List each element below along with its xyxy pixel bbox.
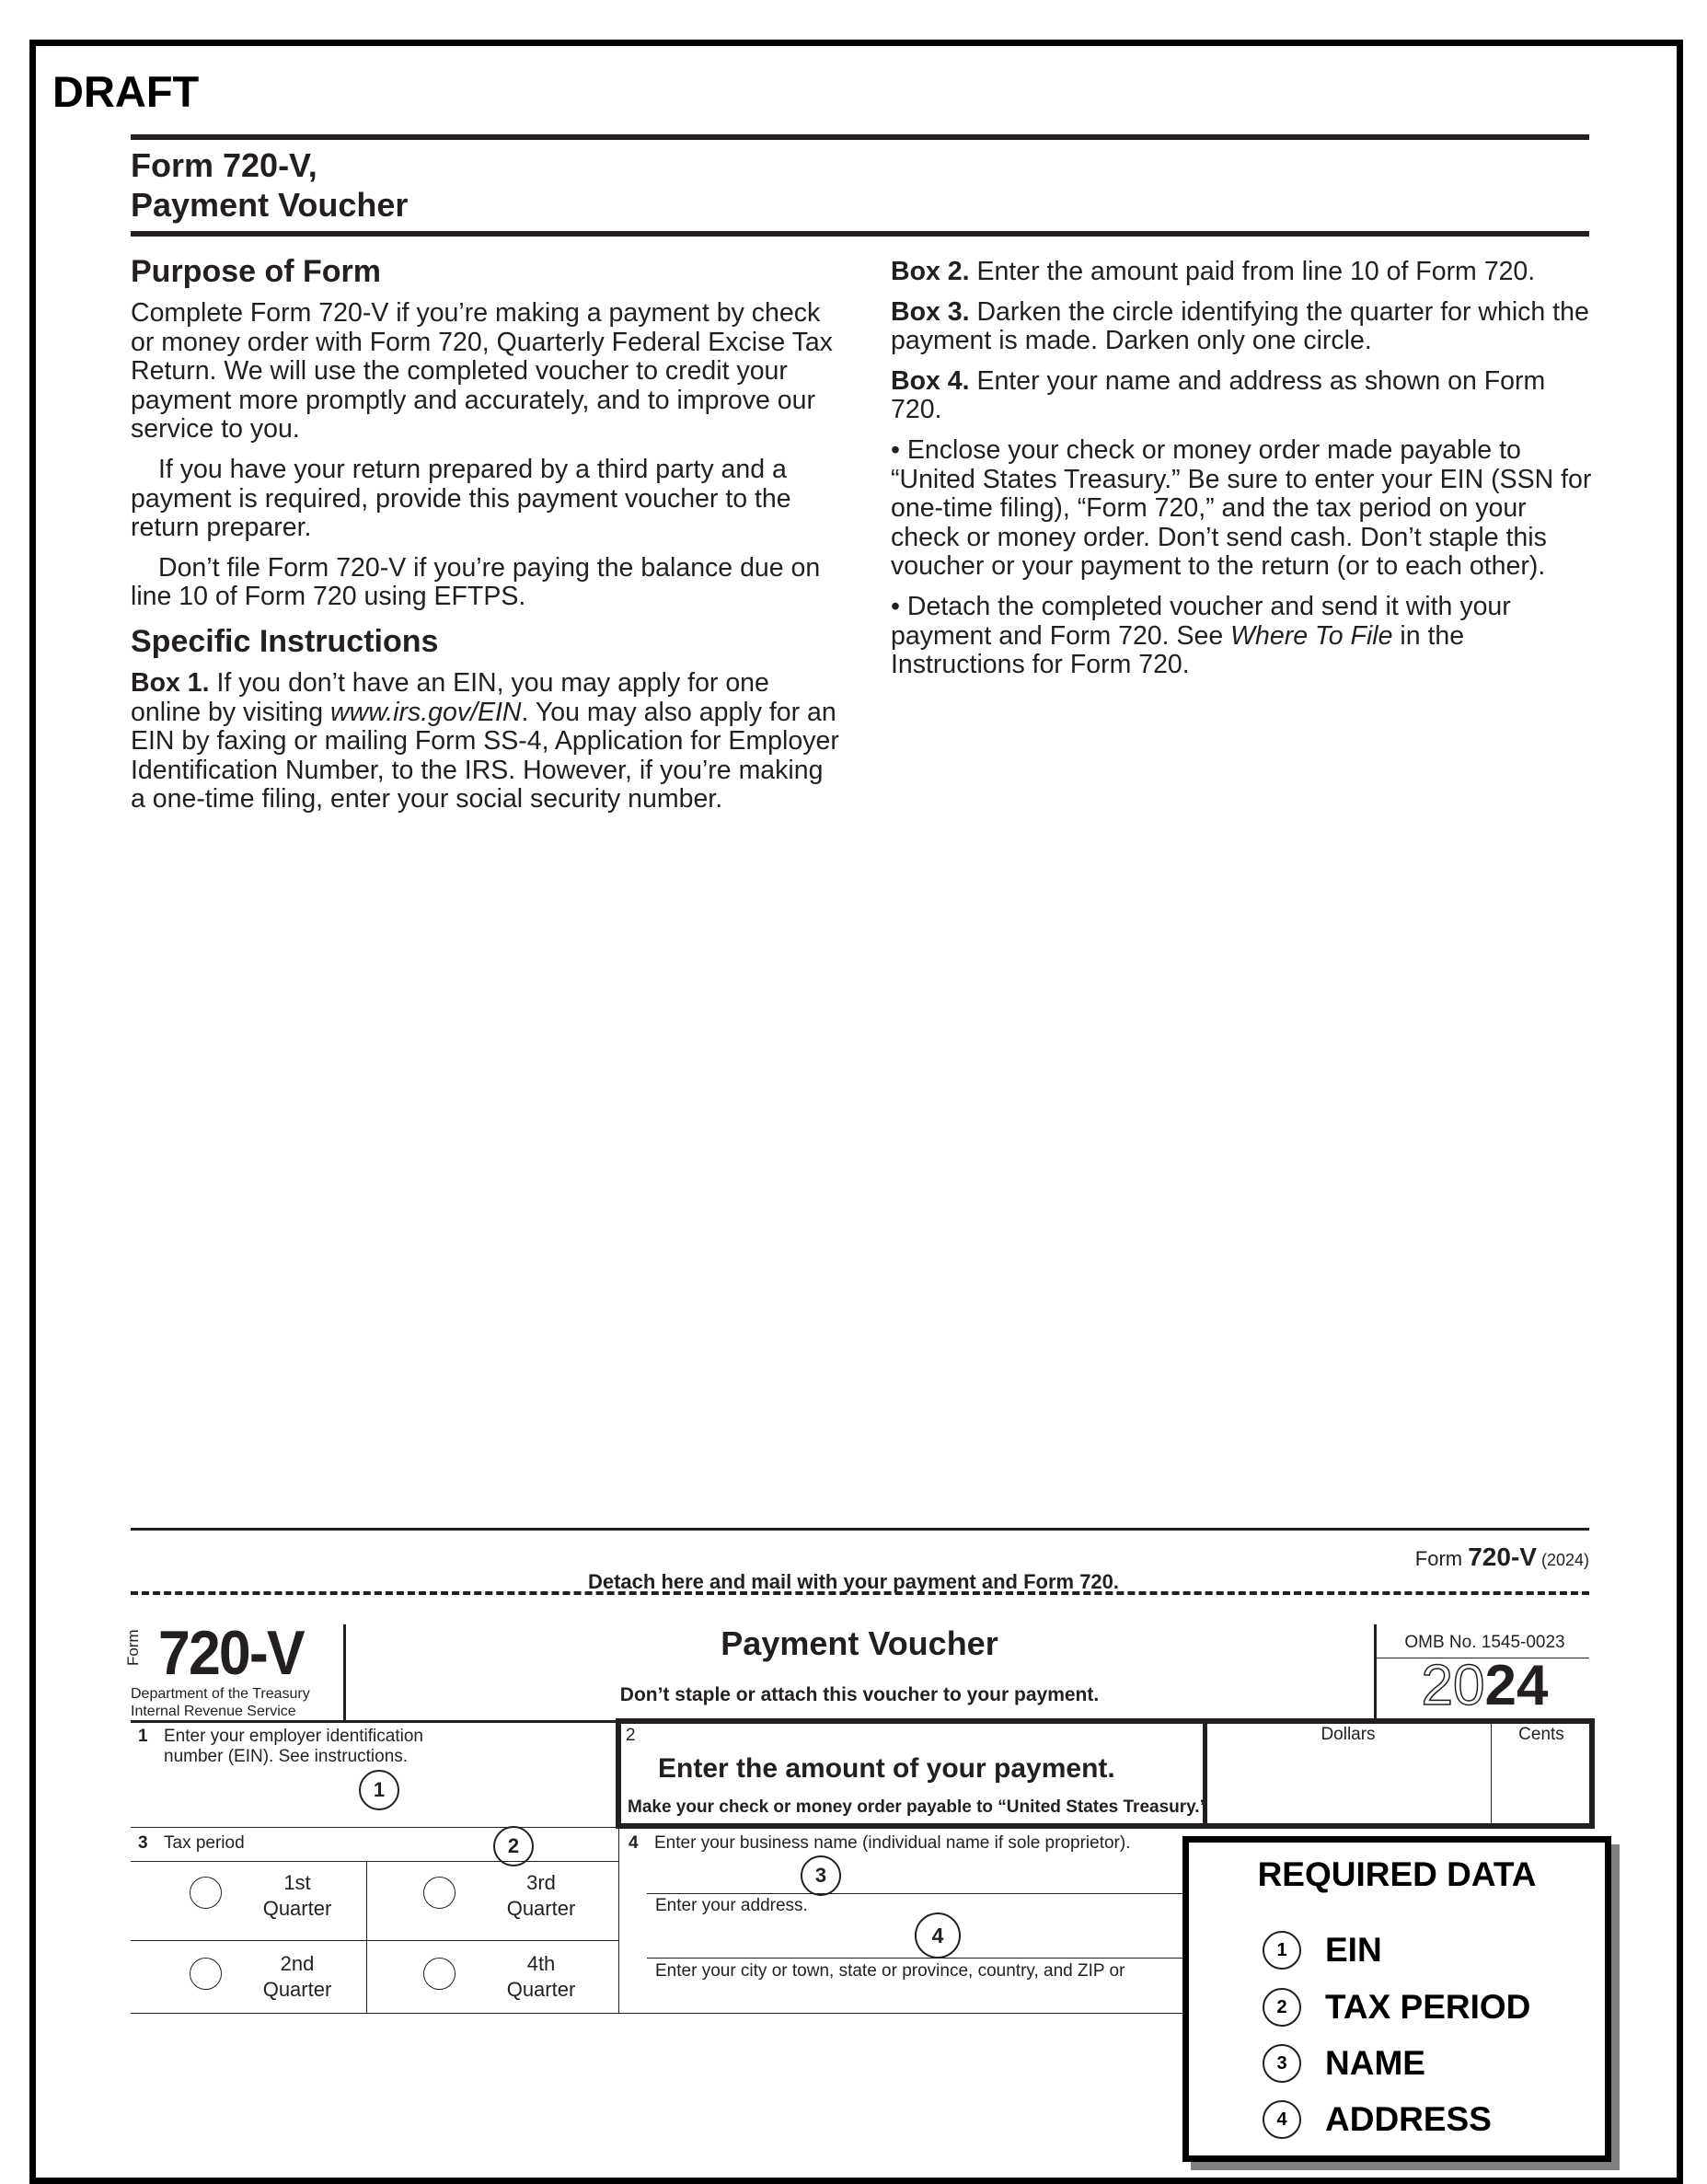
- quarter-4-radio[interactable]: [423, 1958, 456, 1990]
- quarter-3-ordinal: 3rd: [526, 1871, 556, 1894]
- where-to-file-ref: Where To File: [1230, 620, 1393, 651]
- tax-year: [1380, 1654, 1589, 1717]
- box1-instructions: [131, 669, 839, 815]
- field4-bottom-rule: [618, 2013, 1189, 2014]
- quarter-grid-bottom-rule: [131, 2013, 618, 2014]
- field2-number: 2: [626, 1726, 636, 1745]
- required-item-label: ADDRESS: [1325, 2100, 1492, 2138]
- header-bottom-rule: [131, 231, 1589, 237]
- required-item-label: EIN: [1325, 1931, 1382, 1969]
- bullet2-text-b: in the Instructions for Form 720.: [891, 620, 1465, 680]
- required-item-name: [1263, 2044, 1425, 2083]
- dept-line-2: Internal Revenue Service: [131, 1704, 296, 1719]
- box1-label: Box 1.: [131, 667, 210, 698]
- logo-form-number: 720-V: [158, 1618, 304, 1688]
- field3-right-border: [618, 1827, 619, 2014]
- required-item-label: NAME: [1325, 2044, 1425, 2082]
- field3-label-text: Tax period: [164, 1833, 245, 1853]
- fields-top-rule: [131, 1720, 618, 1723]
- quarter-1-label: [242, 1870, 352, 1922]
- bullet-enclose-check: • Enclose your check or money order made payable to “United States Treasury.” Be sure to enter your EIN (SSN for one-time filing), “Form 720,” and the tax period on your check or money order. Don’t send cash. Don’t staple this voucher or your payment to the return (or to each other).: [891, 434, 1592, 582]
- marker-2-icon: 2: [493, 1826, 534, 1866]
- detach-instruction: Detach here and mail with your payment and Form 720.: [587, 1570, 1120, 1593]
- field1-label-line2: number (EIN). See instructions.: [164, 1747, 409, 1766]
- dept-line-1: Department of the Treasury: [131, 1686, 310, 1702]
- field4-number: 4: [629, 1833, 639, 1853]
- required-data-panel: [1182, 1836, 1611, 2162]
- quarter-1-word: Quarter: [262, 1897, 332, 1920]
- box1-text-a: If you don’t have an EIN, you may apply for one online by visiting: [131, 667, 769, 727]
- department-name: [131, 1685, 310, 1720]
- number-2-icon: 2: [1263, 1988, 1301, 2027]
- title-line-1: Form 720-V,: [131, 146, 317, 184]
- marker-3-icon: 3: [801, 1855, 841, 1896]
- specific-instructions-heading: Specific Instructions: [131, 623, 439, 659]
- marker-4-icon: 4: [915, 1912, 961, 1959]
- quarter-3-radio[interactable]: [423, 1877, 456, 1909]
- box2-label: Box 2.: [891, 257, 970, 286]
- voucher-subtitle: Don’t staple or attach this voucher to your payment.: [619, 1684, 1100, 1705]
- logo-form-word: Form: [124, 1629, 142, 1666]
- page-title: [131, 145, 408, 225]
- dollars-input[interactable]: [1210, 1749, 1486, 1822]
- required-item-tax-period: [1263, 1988, 1530, 2027]
- number-3-icon: 3: [1263, 2044, 1301, 2083]
- purpose-heading: Purpose of Form: [131, 254, 382, 289]
- ein-link[interactable]: www.irs.gov/EIN: [330, 697, 522, 727]
- omb-number: OMB No. 1545-0023: [1404, 1633, 1565, 1652]
- bullet2-text-a: • Detach the completed voucher and send it with your payment and Form 720. See: [891, 591, 1511, 651]
- tax-year-bold: 24: [1484, 1654, 1549, 1717]
- field1-label: [138, 1727, 423, 1767]
- cents-label: Cents: [1518, 1725, 1564, 1744]
- voucher-top-rule: [131, 1528, 1589, 1531]
- box2-instructions: [891, 258, 1599, 287]
- box3-label: Box 3.: [891, 296, 970, 327]
- voucher-title: Payment Voucher: [721, 1624, 998, 1662]
- required-item-address: [1263, 2100, 1492, 2139]
- draft-watermark: DRAFT: [52, 67, 200, 116]
- purpose-paragraph-3: Don’t file Form 720-V if you’re paying the balance due on line 10 of Form 720 using EFTPS.: [131, 552, 821, 612]
- title-line-2: Payment Voucher: [131, 186, 409, 224]
- city-state-zip-input[interactable]: [655, 1983, 1180, 2011]
- quarter-grid-divider: [366, 1861, 367, 2014]
- box2-text: Enter the amount paid from line 10 of Form 720.: [969, 257, 1536, 286]
- tax-period-header-rule: [131, 1861, 618, 1862]
- address-line: [647, 1958, 1199, 1959]
- required-item-ein: [1263, 1931, 1382, 1970]
- field4-name-label: [629, 1833, 1130, 1854]
- required-item-label: TAX PERIOD: [1325, 1988, 1531, 2026]
- dollars-label: Dollars: [1321, 1725, 1376, 1744]
- box3-instructions: [891, 298, 1599, 356]
- quarter-1-ordinal: 1st: [283, 1871, 311, 1894]
- tax-year-outline: 20: [1421, 1654, 1485, 1717]
- number-1-icon: 1: [1263, 1931, 1301, 1970]
- field3-number: 3: [138, 1833, 148, 1853]
- detach-cut-line[interactable]: [131, 1591, 1589, 1595]
- form-ref-number: 720-V: [1468, 1543, 1537, 1571]
- amount-prompt: Enter the amount of your payment.: [658, 1753, 1115, 1784]
- quarter-4-label: [486, 1951, 596, 2003]
- quarter-4-word: Quarter: [506, 1978, 576, 2001]
- field4-city-label: Enter your city or town, state or province, country, and ZIP or: [655, 1961, 1125, 1981]
- box4-instructions: [891, 367, 1599, 425]
- purpose-paragraph-1: Complete Form 720-V if you’re making a payment by check or money order with Form 720, Quarterly Federal Excise Tax Return. We will use the completed voucher to credit your payment more promptly and accurately, and to improve our service to you.: [131, 298, 833, 445]
- quarter-2-label: [242, 1951, 352, 2003]
- box4-text: Enter your name and address as shown on Form 720.: [891, 365, 1546, 425]
- purpose-paragraph-2: If you have your return prepared by a third party and a payment is required, provide this payment voucher to the return preparer.: [131, 454, 791, 543]
- form-reference: [1415, 1543, 1589, 1572]
- quarter-2-ordinal: 2nd: [280, 1952, 315, 1975]
- left-column: [131, 253, 839, 826]
- name-line: [647, 1893, 1199, 1894]
- box3-text: Darken the circle identifying the quarter for which the payment is made. Darken only one circle.: [891, 296, 1589, 356]
- field3-label: [138, 1833, 245, 1854]
- business-name-input[interactable]: [655, 1857, 1180, 1892]
- bullet-detach-voucher: [891, 593, 1599, 680]
- field1-bottom-rule: [131, 1827, 618, 1828]
- quarter-2-word: Quarter: [262, 1978, 332, 2001]
- number-4-icon: 4: [1263, 2100, 1301, 2139]
- required-data-title: REQUIRED DATA: [1257, 1855, 1537, 1893]
- field4-name-label-text: Enter your business name (individual name if sole proprietor).: [654, 1833, 1131, 1853]
- field4-address-label: Enter your address.: [655, 1896, 808, 1915]
- quarter-4-ordinal: 4th: [526, 1952, 556, 1975]
- quarter-3-label: [486, 1870, 596, 1922]
- header-top-rule: [131, 134, 1589, 140]
- quarter-2-radio[interactable]: [190, 1958, 222, 1990]
- box1-text-b: . You may also apply for an EIN by faxing or mailing Form SS-4, Application for Employer Identification Number, to the IRS. However, if you’re making a one-time filing, enter your social security number.: [131, 697, 839, 815]
- cents-input[interactable]: [1495, 1749, 1587, 1822]
- quarter-1-radio[interactable]: [190, 1877, 222, 1909]
- box4-label: Box 4.: [891, 365, 970, 396]
- form-ref-prefix: Form: [1414, 1547, 1469, 1570]
- field1-number: 1: [138, 1727, 148, 1746]
- quarter-grid-middle-rule: [131, 1940, 618, 1941]
- omb-divider: [1374, 1624, 1377, 1722]
- right-column: [891, 258, 1599, 691]
- payable-note: Make your check or money order payable to “United States Treasury.”: [628, 1797, 1209, 1817]
- form-ref-year: (2024): [1536, 1551, 1589, 1569]
- marker-1-icon: 1: [359, 1770, 399, 1810]
- field1-label-line1: Enter your employer identification: [164, 1727, 423, 1746]
- quarter-3-word: Quarter: [506, 1897, 576, 1920]
